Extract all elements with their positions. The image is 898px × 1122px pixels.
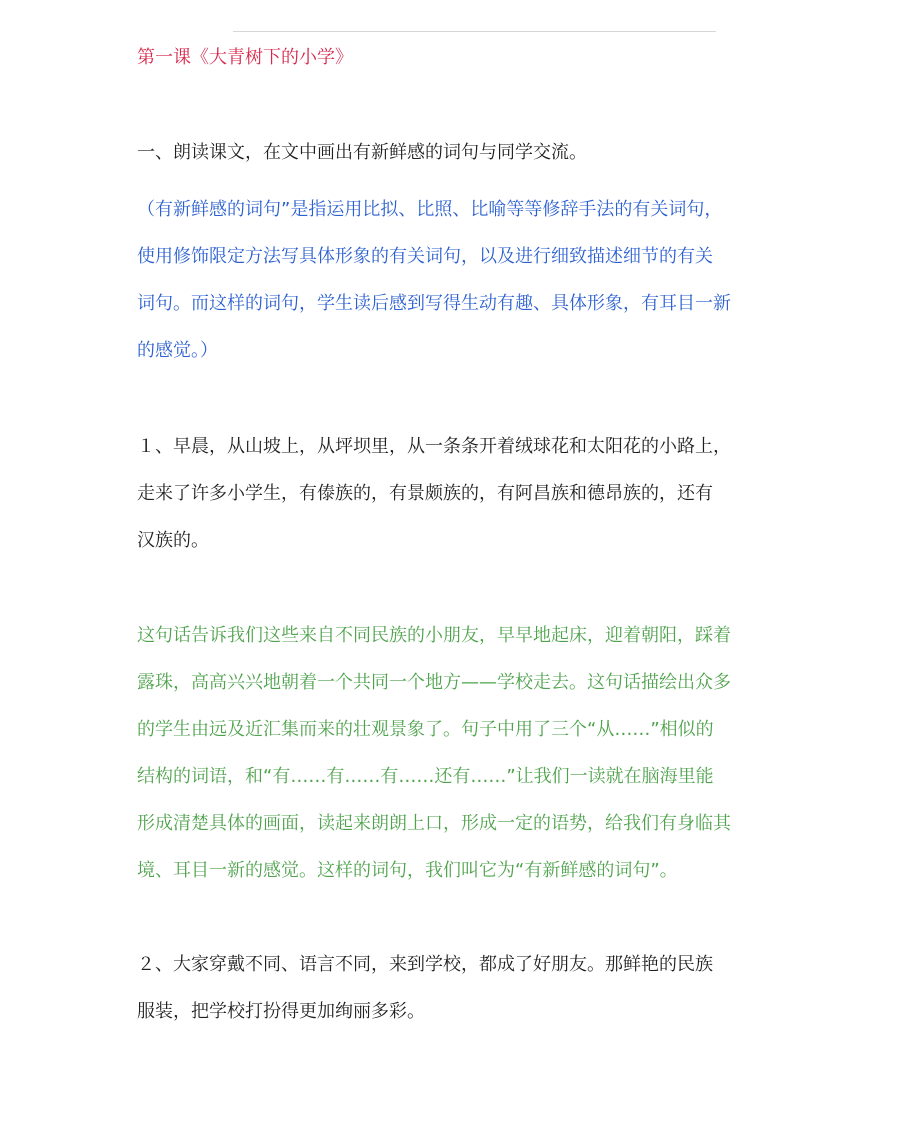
analysis-line: 结构的词语，和“有……有……有……还有……”让我们一读就在脑海里能 bbox=[137, 766, 714, 787]
note-line: 词句。而这样的词句，学生读后感到写得生动有趣、具体形象，有耳目一新 bbox=[137, 293, 731, 314]
analysis-line: 这句话告诉我们这些来自不同民族的小朋友，早早地起床，迎着朝阳，踩着 bbox=[137, 625, 731, 646]
lesson-title: 第一课《大青树下的小学》 bbox=[137, 47, 353, 68]
explanation-note bbox=[137, 186, 765, 374]
sentence-line: １、早晨，从山坡上，从坪坝里，从一条条开着绒球花和太阳花的小路上， bbox=[137, 436, 731, 457]
note-line: 的感觉。） bbox=[137, 340, 218, 361]
analysis-line: 境、耳目一新的感觉。这样的词句，我们叫它为“有新鲜感的词句”。 bbox=[137, 860, 678, 881]
example-sentence-2 bbox=[137, 941, 765, 1035]
sentence-1-analysis bbox=[137, 612, 765, 894]
note-line: 使用修饰限定方法写具体形象的有关词句，以及进行细致描述细节的有关 bbox=[137, 246, 713, 267]
analysis-line: 的学生由远及近汇集而来的壮观景象了。句子中用了三个“从……”相似的 bbox=[137, 719, 714, 740]
question-1: 一、朗读课文，在文中画出有新鲜感的词句与同学交流。 bbox=[137, 142, 587, 163]
analysis-line: 形成清楚具体的画面，读起来朗朗上口，形成一定的语势，给我们有身临其 bbox=[137, 813, 731, 834]
sentence-line: ２、大家穿戴不同、语言不同，来到学校，都成了好朋友。那鲜艳的民族 bbox=[137, 954, 713, 975]
note-line: （有新鲜感的词句”是指运用比拟、比照、比喻等等修辞手法的有关词句， bbox=[137, 199, 723, 220]
sentence-line: 服装，把学校打扮得更加绚丽多彩。 bbox=[137, 1001, 425, 1022]
sentence-line: 汉族的。 bbox=[137, 530, 209, 551]
example-sentence-1 bbox=[137, 423, 765, 564]
analysis-line: 露珠，高高兴兴地朝着一个共同一个地方——学校走去。这句话描绘出众多 bbox=[137, 672, 731, 693]
header-rule bbox=[233, 31, 716, 32]
sentence-line: 走来了许多小学生，有傣族的，有景颇族的，有阿昌族和德昂族的，还有 bbox=[137, 483, 713, 504]
